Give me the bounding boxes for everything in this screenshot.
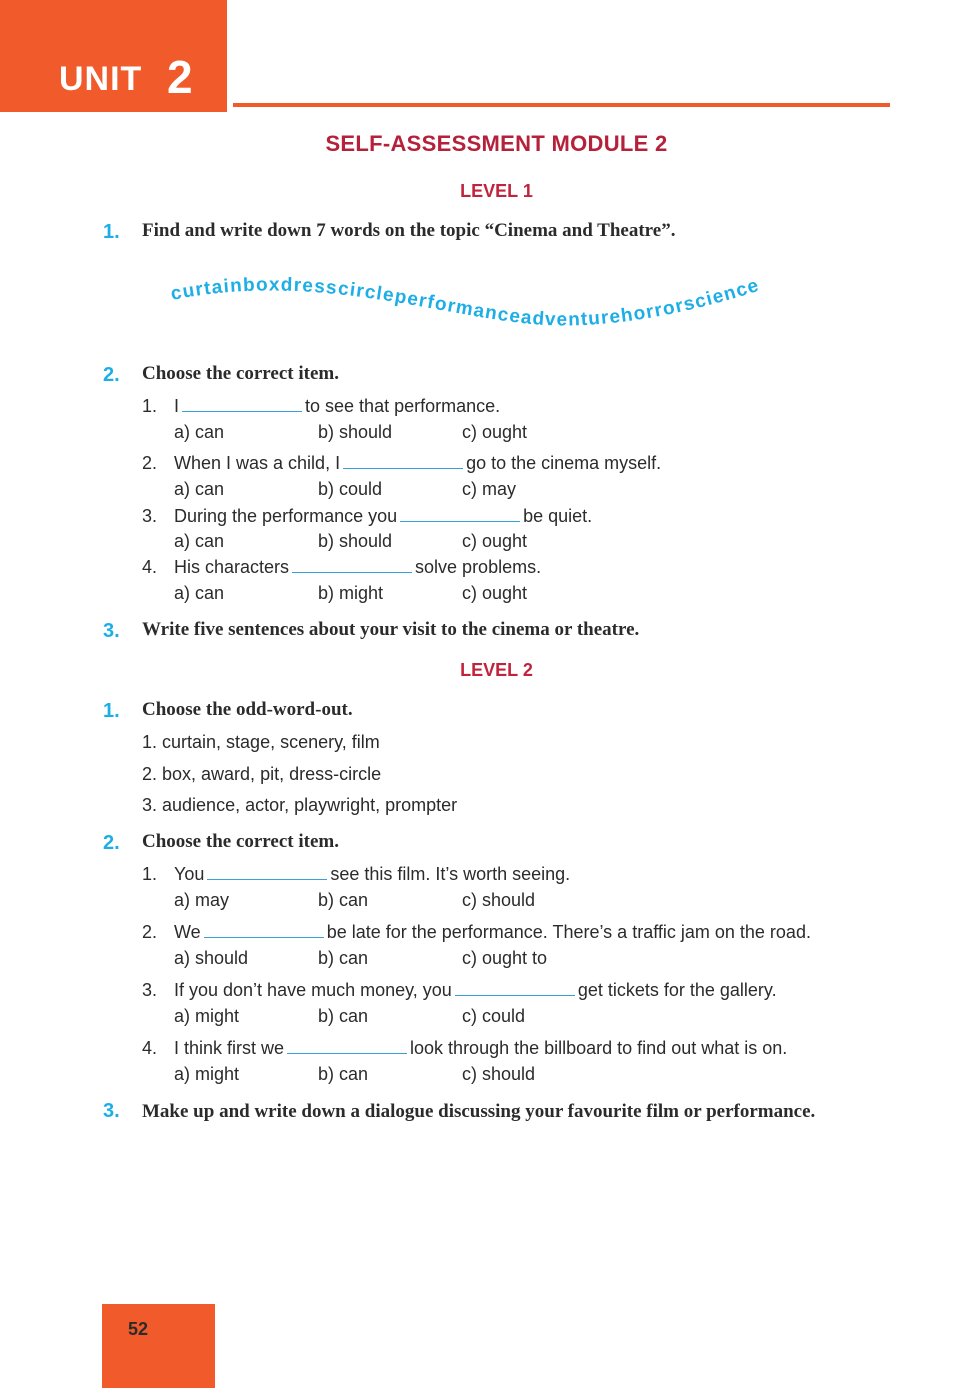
option-a: a) can [174, 531, 225, 551]
l2-q4 [142, 1038, 788, 1059]
l1-task2-number: 2. [103, 364, 120, 386]
l1-task1-instruction: Find and write down 7 words on the topic “Cinema and Theatre”. [142, 220, 676, 241]
l2-q1 [142, 864, 571, 885]
letter-chain [160, 255, 800, 340]
answer-blank[interactable] [343, 467, 463, 469]
q-text-after: look through the billboard to find out what is on. [410, 1038, 788, 1058]
svg-text:curtainboxdresscircleperforman [169, 274, 762, 330]
l1-task1-number: 1. [103, 221, 120, 243]
q-number: 3. [142, 980, 158, 1000]
q-text-before: When I was a child, I [174, 453, 341, 473]
q-text-after: solve problems. [415, 557, 542, 577]
option-a: a) can [174, 583, 225, 603]
option-c: c) ought to [462, 948, 548, 968]
option-a: a) should [174, 948, 249, 968]
option-b: b) should [318, 531, 393, 551]
q-text-before: I think first we [174, 1038, 285, 1058]
answer-blank[interactable] [204, 936, 324, 938]
l1-q2 [142, 453, 662, 474]
unit-number: 2 [167, 51, 193, 103]
level-1-heading: LEVEL 1 [460, 181, 533, 201]
q-number: 1. [142, 396, 158, 416]
q-text-after: see this film. It’s worth seeing. [330, 864, 571, 884]
l1-q3 [142, 506, 593, 527]
q-text-after: get tickets for the gallery. [577, 980, 777, 1000]
q-number: 2. [142, 922, 158, 942]
q-text-after: be late for the performance. There’s a traffic jam on the road. [326, 922, 811, 942]
option-c: c) could [462, 1006, 526, 1026]
option-c: c) should [462, 890, 536, 910]
option-c: c) ought [462, 422, 528, 442]
option-a: a) may [174, 890, 230, 910]
option-b: b) can [318, 948, 369, 968]
q-number: 2. [142, 453, 158, 473]
odd-word-item: 2. box, award, pit, dress-circle [142, 764, 382, 784]
page-number-box [102, 1304, 215, 1388]
q-text-after: be quiet. [523, 506, 593, 526]
q-text-before: His characters [174, 557, 290, 577]
l2-task2-number: 2. [103, 832, 120, 854]
l2-q3 [142, 980, 777, 1001]
q-number: 1. [142, 864, 158, 884]
option-b: b) can [318, 1006, 369, 1026]
header-rule [233, 103, 890, 107]
option-b: b) can [318, 1064, 369, 1084]
l2-task1-instruction: Choose the odd-word-out. [142, 699, 353, 720]
l2-q2 [142, 922, 811, 943]
option-b: b) should [318, 422, 393, 442]
l2-task2-instruction: Choose the correct item. [142, 831, 339, 852]
odd-word-item: 3. audience, actor, playwright, prompter [142, 795, 458, 815]
answer-blank[interactable] [182, 410, 302, 412]
option-c: c) ought [462, 531, 528, 551]
q-number: 4. [142, 1038, 158, 1058]
option-c: c) may [462, 479, 516, 499]
l2-task1-number: 1. [103, 700, 120, 722]
option-a: a) can [174, 422, 225, 442]
q-text-before: During the performance you [174, 506, 398, 526]
option-a: a) might [174, 1006, 240, 1026]
answer-blank[interactable] [292, 571, 412, 573]
q-text-before: We [174, 922, 201, 942]
page-title: SELF-ASSESSMENT MODULE 2 [325, 131, 668, 156]
q-text-before: You [174, 864, 205, 884]
unit-label: UNIT [59, 60, 143, 98]
q-text-before: I [174, 396, 180, 416]
l1-task3-number: 3. [103, 620, 120, 642]
answer-blank[interactable] [455, 994, 575, 996]
letter-chain-text: curtainboxdresscircleperformanceadventurehorrorscience [169, 274, 763, 331]
option-a: a) might [174, 1064, 240, 1084]
odd-word-item: 1. curtain, stage, scenery, film [142, 732, 380, 752]
q-number: 3. [142, 506, 158, 526]
l1-q1 [142, 396, 501, 417]
level-2-heading: LEVEL 2 [460, 660, 533, 680]
q-text-before: If you don’t have much money, you [174, 980, 452, 1000]
option-c: c) should [462, 1064, 536, 1084]
option-b: b) might [318, 583, 384, 603]
l2-task3-number: 3. [103, 1100, 120, 1122]
l2-task3-instruction: Make up and write down a dialogue discussing your favourite film or performance. [142, 1101, 816, 1122]
option-b: b) can [318, 890, 369, 910]
option-b: b) could [318, 479, 383, 499]
answer-blank[interactable] [287, 1052, 407, 1054]
q-text-after: to see that performance. [305, 396, 501, 416]
l1-task2-instruction: Choose the correct item. [142, 363, 339, 384]
answer-blank[interactable] [207, 878, 327, 880]
answer-blank[interactable] [400, 520, 520, 522]
l1-q4 [142, 557, 542, 578]
option-c: c) ought [462, 583, 528, 603]
q-number: 4. [142, 557, 158, 577]
page-number: 52 [128, 1319, 149, 1339]
l1-task3-instruction: Write five sentences about your visit to the cinema or theatre. [142, 619, 640, 640]
q-text-after: go to the cinema myself. [466, 453, 662, 473]
option-a: a) can [174, 479, 225, 499]
